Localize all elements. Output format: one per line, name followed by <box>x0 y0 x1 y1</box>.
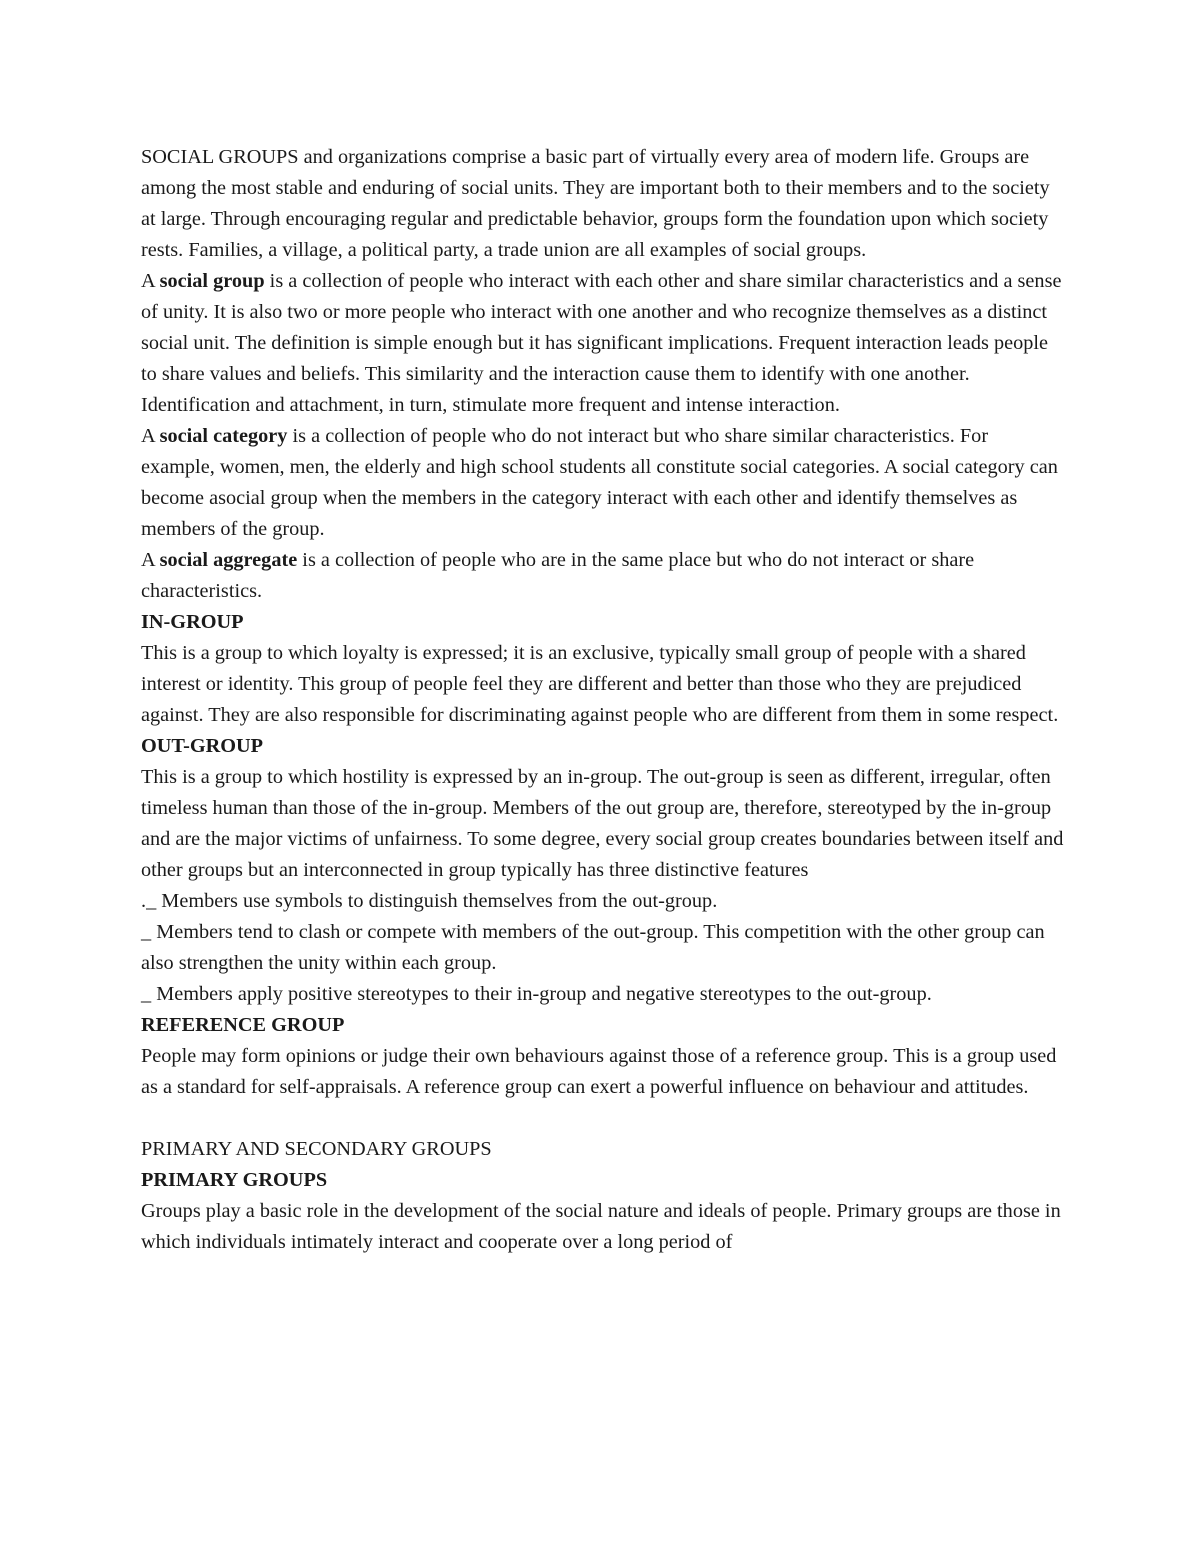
social-category-paragraph: A social category is a collection of people who do not interact but who share similar characteristics. For example, women, men, the elderly and high school students all constitute social categories. A social category can become asocial group when the members in the category interact with each other and identify themselves as members of the group. <box>141 425 1058 540</box>
social-group-term: social group <box>159 270 265 292</box>
intro-paragraph: SOCIAL GROUPS and organizations comprise a basic part of virtually every area of modern life. Groups are among the most stable and enduring of social units. They are important both to their members and to the society at large. Through encouraging regular and predictable behavior, groups form the foundation upon which society rests. Families, a village, a political party, a trade union are all examples of social groups. <box>141 146 1050 261</box>
primary-groups-heading: PRIMARY GROUPS <box>141 1169 328 1191</box>
in-group-heading: IN-GROUP <box>141 611 244 633</box>
out-group-feature-3: _ Members apply positive stereotypes to their in-group and negative stereotypes to the out-group. <box>141 983 932 1005</box>
reference-group-paragraph: People may form opinions or judge their own behaviours against those of a reference group. This is a group used as a standard for self-appraisals. A reference group can exert a powerful influence on behaviour and attitudes. <box>141 1045 1057 1098</box>
primary-groups-paragraph: Groups play a basic role in the development of the social nature and ideals of people. Primary groups are those in which individuals intimately interact and cooperate over a long period of <box>141 1200 1061 1253</box>
primary-secondary-title: PRIMARY AND SECONDARY GROUPS <box>141 1138 492 1160</box>
out-group-paragraph: This is a group to which hostility is expressed by an in-group. The out-group is seen as different, irregular, often timeless human than those of the in-group. Members of the out group are, therefore, stereotyped by the in-group and are the major victims of unfairness. To some degree, every social group creates boundaries between itself and other groups but an interconnected in group typically has three distinctive features <box>141 766 1064 881</box>
social-aggregate-paragraph: A social aggregate is a collection of people who are in the same place but who do not interact or share characteristics. <box>141 549 975 602</box>
blank-line <box>141 1103 1066 1134</box>
out-group-feature-2: _ Members tend to clash or compete with members of the out-group. This competition with the other group can also strengthen the unity within each group. <box>141 921 1045 974</box>
in-group-paragraph: This is a group to which loyalty is expressed; it is an exclusive, typically small group of people with a shared interest or identity. This group of people feel they are different and better than those who they are prejudiced against. They are also responsible for discriminating against people who are different from them in some respect. <box>141 642 1059 726</box>
out-group-heading: OUT-GROUP <box>141 735 264 757</box>
social-group-paragraph: A social group is a collection of people who interact with each other and share similar characteristics and a sense of unity. It is also two or more people who interact with one another and who recognize themselves as a distinct social unit. The definition is simple enough but it has significant implications. Frequent interaction leads people to share values and beliefs. This similarity and the interaction cause them to identify with one another. Identification and attachment, in turn, stimulate more frequent and intense interaction. <box>141 270 1062 416</box>
reference-group-heading: REFERENCE GROUP <box>141 1014 345 1036</box>
document-page <box>141 142 1066 1258</box>
social-category-term: social category <box>159 425 288 447</box>
out-group-feature-1: ._ Members use symbols to distinguish themselves from the out-group. <box>141 890 718 912</box>
social-aggregate-term: social aggregate <box>159 549 298 571</box>
